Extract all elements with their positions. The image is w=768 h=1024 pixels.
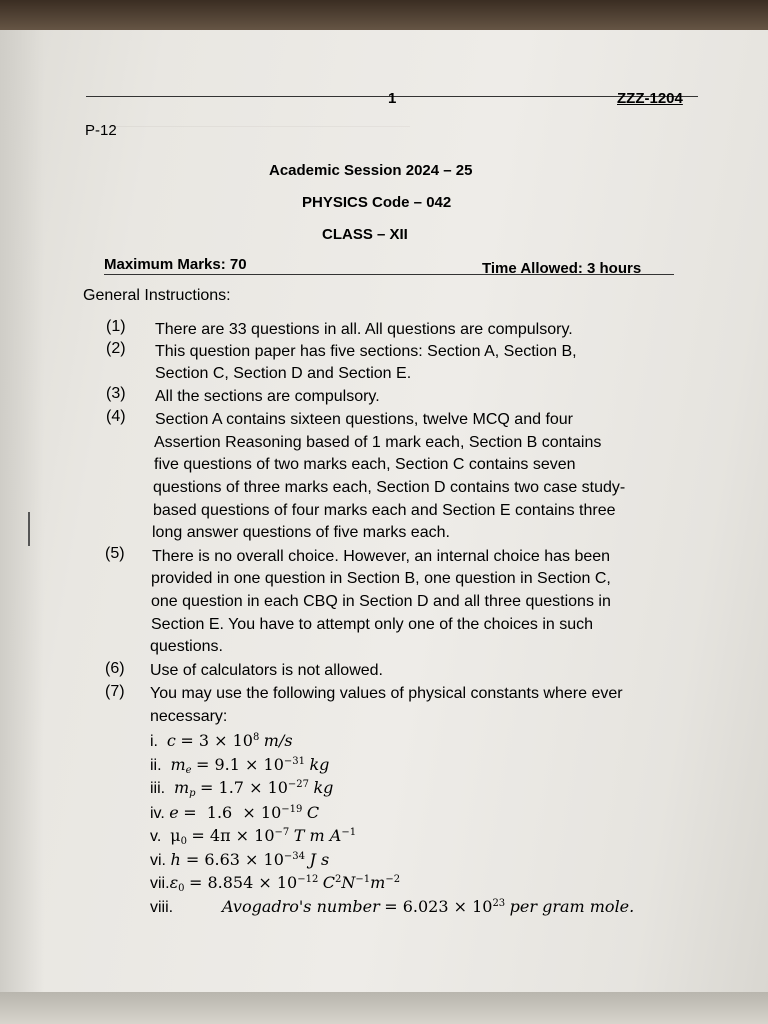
instruction-text: Section C, Section D and Section E.: [155, 365, 412, 382]
constant-speed-of-light: i. $c = 3 \times 10^8$ m/s: [150, 731, 293, 750]
time-allowed: Time Allowed: 3 hours: [482, 260, 642, 277]
instruction-number: (2): [106, 340, 126, 357]
constant-mantissa: 1.6: [206, 803, 233, 822]
instruction-number: (1): [106, 318, 126, 335]
paper-code: ZZZ-1204: [617, 90, 683, 107]
constant-roman: viii.: [150, 899, 174, 916]
instruction-number: (4): [106, 408, 126, 425]
constant-exponent: −12: [297, 874, 319, 885]
constant-unit: N: [341, 873, 356, 892]
constant-unit: C: [322, 873, 336, 892]
instruction-text: long answer questions of five marks each.: [152, 524, 450, 541]
instruction-text: This question paper has five sections: Section A, Section B,: [155, 343, 577, 360]
subject-code: PHYSICS Code – 042: [302, 194, 452, 211]
class-line: CLASS – XII: [322, 226, 408, 243]
constant-roman: vi.: [150, 852, 166, 869]
constant-exponent: −27: [287, 779, 310, 790]
instruction-text: questions.: [150, 638, 223, 655]
constant-permittivity: $vii.\varepsilon_0 = 8.854 \times 10^{-12}$ $C^2N^{-1}m^{-2}$: [150, 873, 401, 894]
margin-mark: [28, 512, 30, 546]
constant-exponent: −31: [283, 756, 305, 767]
page-number: 1: [388, 90, 397, 107]
instruction-text: based questions of four marks each and Section E contains three: [153, 502, 616, 519]
constant-electron-mass: ii. $m_e = 9.1 \times 10^{-31}$ kg: [150, 755, 330, 776]
constant-unit-power: −2: [385, 874, 401, 885]
constant-electron-charge: iv. $e = 1.6 \times 10^{-19}$ C: [150, 803, 320, 822]
constant-exponent: 8: [252, 732, 260, 743]
constant-unit-power: −1: [341, 827, 357, 838]
constant-unit: m/s: [263, 731, 293, 750]
bleed-through: [110, 126, 410, 137]
academic-session: Academic Session 2024 – 25: [269, 162, 473, 179]
constant-symbol: m: [174, 778, 190, 797]
constant-unit: C: [306, 803, 320, 822]
constant-unit-power: −1: [355, 874, 371, 885]
constant-roman: ii.: [150, 757, 162, 774]
background-bottom: [0, 992, 768, 1024]
instruction-text: one question in each CBQ in Section D and all three questions in: [151, 593, 611, 610]
constant-exponent: −19: [281, 804, 303, 815]
instruction-text: provided in one question in Section B, one question in Section C,: [151, 570, 611, 587]
constant-symbol: h: [170, 850, 181, 869]
constant-unit: kg: [313, 778, 334, 797]
constant-symbol: e: [169, 803, 179, 822]
constant-permeability: v. $\mu_0 = 4\pi \times 10^{-7}$ T m $A^{-1}$: [150, 826, 357, 847]
constant-symbol: m: [170, 755, 186, 774]
constant-unit: m: [370, 873, 386, 892]
instruction-number: (3): [106, 385, 126, 402]
instruction-number: (5): [105, 545, 125, 562]
constant-roman: v.: [150, 828, 162, 845]
constant-symbol-subscript: 0: [180, 836, 187, 847]
constant-unit: kg: [309, 755, 330, 774]
instruction-text: You may use the following values of physical constants where ever: [150, 685, 623, 702]
constant-mantissa: 8.854: [207, 873, 254, 892]
instruction-text: Section A contains sixteen questions, twelve MCQ and four: [155, 411, 574, 428]
instruction-text: Section E. You have to attempt only one of the choices in such: [151, 616, 594, 633]
instruction-text: Use of calculators is not allowed.: [150, 662, 383, 679]
set-code: P-12: [85, 122, 117, 139]
constant-roman: vii.: [150, 875, 170, 892]
meta-rule: [104, 274, 674, 275]
instruction-text: five questions of two marks each, Section C contains seven: [154, 456, 576, 473]
constant-exponent: −34: [283, 851, 306, 862]
constant-mantissa: 3: [198, 731, 209, 750]
constant-proton-mass: iii. $m_p = 1.7 \times 10^{-27}$ kg: [150, 778, 334, 799]
constant-symbol-subscript: 0: [178, 883, 185, 894]
constant-symbol: c: [166, 731, 176, 750]
constant-exponent: 23: [492, 898, 506, 909]
constant-symbol-subscript: p: [189, 788, 196, 799]
instruction-text: There is no overall choice. However, an internal choice has been: [152, 548, 611, 565]
instruction-number: (7): [105, 683, 125, 700]
background-top: [0, 0, 768, 34]
constant-prefix: 4π: [209, 826, 231, 845]
constant-roman: i.: [150, 733, 158, 750]
instruction-number: (6): [105, 660, 125, 677]
constant-symbol-subscript: e: [185, 765, 192, 776]
instruction-text: questions of three marks each, Section D contains two case study-: [153, 479, 626, 496]
constant-text-after: per gram mole.: [509, 897, 635, 916]
constant-unit-power: 2: [335, 874, 342, 885]
page-shadow: [0, 30, 44, 994]
constant-avogadro: viii. Avogadro's number = $6.023 \times 10^{23}$ per gram mole.: [150, 897, 635, 916]
instruction-text: necessary:: [150, 708, 228, 725]
constant-mantissa: 6.63: [204, 850, 240, 869]
constant-exponent: −7: [274, 827, 290, 838]
constant-planck: vi. $h = 6.63 \times 10^{-34}$ J s: [150, 850, 330, 869]
instruction-text: There are 33 questions in all. All questions are compulsory.: [155, 321, 573, 338]
general-instructions-heading: General Instructions:: [83, 287, 231, 304]
constant-unit: T m A: [293, 826, 342, 845]
constant-text-before: Avogadro's number: [222, 897, 380, 916]
instruction-text: All the sections are compulsory.: [155, 388, 380, 405]
constant-mantissa: 6.023: [402, 897, 449, 916]
constant-symbol: μ: [170, 826, 181, 845]
constant-roman: iv.: [150, 805, 165, 822]
constant-mantissa: 9.1: [214, 755, 240, 774]
constant-mantissa: 1.7: [218, 778, 244, 797]
maximum-marks: Maximum Marks: 70: [104, 256, 247, 273]
instruction-text: Assertion Reasoning based of 1 mark each, Section B contains: [154, 434, 602, 451]
constant-roman: iii.: [150, 780, 166, 797]
constant-unit: J s: [309, 850, 330, 869]
constant-symbol: ε: [169, 873, 179, 892]
